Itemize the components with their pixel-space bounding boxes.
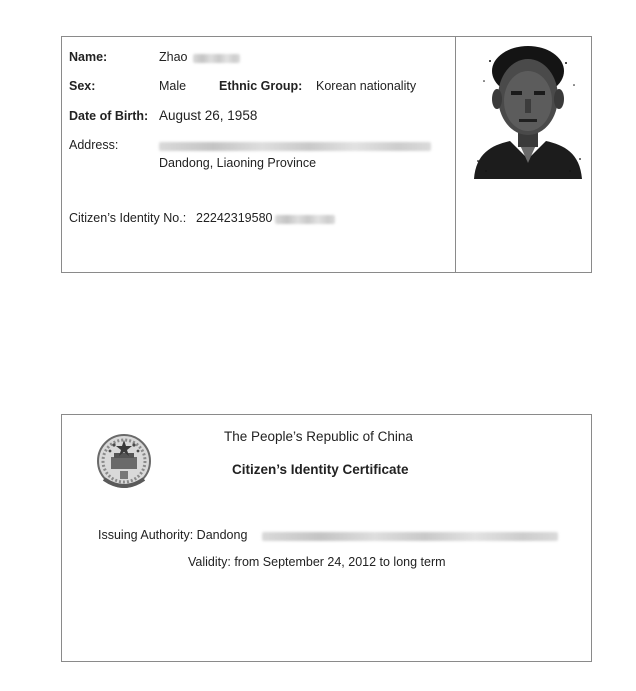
photo-divider — [455, 37, 456, 272]
id-card-back — [61, 414, 592, 662]
sex-label: Sex: — [69, 79, 96, 93]
name-value: Zhao — [159, 50, 188, 64]
ethnic-group-label: Ethnic Group: — [219, 79, 303, 93]
country-name: The People’s Republic of China — [224, 429, 413, 444]
address-line-2: Dandong, Liaoning Province — [159, 156, 317, 170]
id-number-redaction — [275, 215, 335, 224]
id-number-label: Citizen’s Identity No.: — [69, 211, 187, 225]
name-label: Name: — [69, 50, 108, 64]
national-emblem-icon — [94, 431, 154, 493]
portrait-photo — [470, 41, 586, 183]
date-of-birth-value: August 26, 1958 — [159, 108, 258, 123]
id-number-value: 22242319580 — [196, 211, 273, 225]
document-title: Citizen’s Identity Certificate — [232, 462, 409, 477]
id-card-front — [61, 36, 592, 273]
address-redaction — [159, 142, 431, 151]
date-of-birth-label: Date of Birth: — [69, 109, 149, 123]
address-label: Address: — [69, 138, 119, 152]
issuing-authority-redaction — [262, 532, 558, 541]
sex-value: Male — [159, 79, 187, 93]
name-redaction — [193, 54, 240, 63]
issuing-authority: Issuing Authority: Dandong — [98, 528, 248, 542]
ethnic-group-value: Korean nationality — [316, 79, 417, 93]
validity-period: Validity: from September 24, 2012 to long term — [188, 555, 446, 569]
